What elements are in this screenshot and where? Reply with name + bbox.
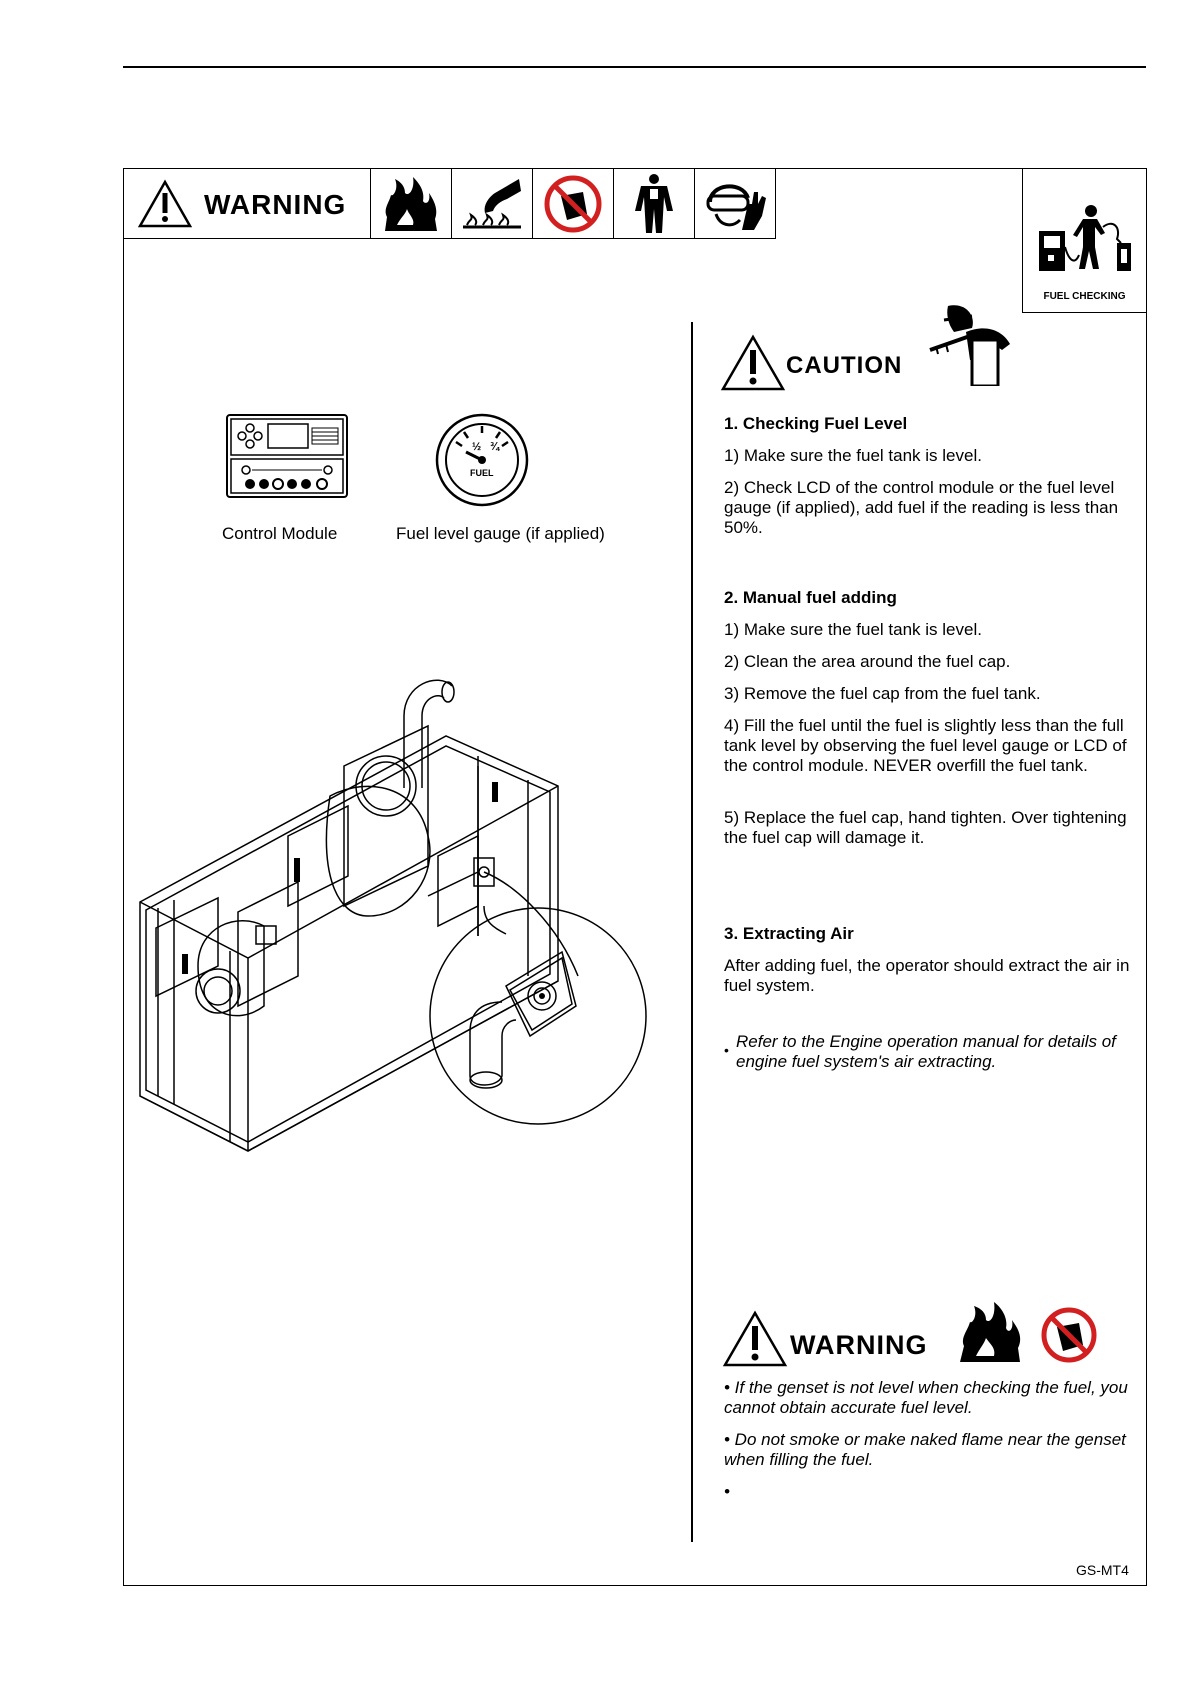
svg-text:¾: ¾	[490, 441, 500, 453]
bottom-warning-item-3: •	[724, 1482, 730, 1501]
svg-text:FUEL: FUEL	[470, 468, 494, 478]
svg-text:½: ½	[472, 441, 482, 453]
section-2-step-2: 2) Clean the area around the fuel cap.	[724, 652, 1011, 671]
protective-suit-icon	[614, 169, 695, 239]
section-1-title: 1. Checking Fuel Level	[724, 414, 908, 433]
warning-triangle-icon	[138, 179, 192, 229]
control-module-drawing	[226, 414, 348, 498]
section-2-title: 2. Manual fuel adding	[724, 588, 897, 607]
section-2-step-3: 3) Remove the fuel cap from the fuel tank.	[724, 684, 1041, 703]
fuel-pump-person-icon	[1037, 203, 1133, 273]
control-module-caption: Control Module	[222, 524, 338, 543]
goggles-gloves-icon	[695, 169, 776, 239]
bottom-warning-item-2: • Do not smoke or make naked flame near the genset when filling the fuel.	[724, 1430, 1126, 1469]
engine-manual-note: Refer to the Engine operation manual for details of engine fuel system's air extracting.	[736, 1032, 1116, 1071]
column-divider	[691, 322, 693, 1542]
warning-header	[124, 169, 371, 239]
fuel-checking-badge	[1022, 169, 1146, 313]
warning-label: WARNING	[204, 189, 347, 220]
hot-surface-icon	[452, 169, 533, 239]
warning-triangle-icon-bottom	[722, 1310, 788, 1368]
genset-drawing	[138, 676, 684, 1216]
section-3-step-1: After adding fuel, the operator should extract the air in fuel system.	[724, 956, 1130, 995]
caution-triangle-icon	[720, 334, 786, 392]
section-2-step-5: 5) Replace the fuel cap, hand tighten. Over tightening the fuel cap will damage it.	[724, 808, 1127, 847]
section-3-title: 3. Extracting Air	[724, 924, 854, 943]
fuel-handling-worker-icon	[926, 302, 1016, 386]
page-code: GS-MT4	[1076, 1562, 1129, 1578]
fuel-checking-label: FUEL CHECKING	[1043, 291, 1126, 302]
section-1-step-1: 1) Make sure the fuel tank is level.	[724, 446, 982, 465]
section-2-step-4: 4) Fill the fuel until the fuel is slightly less than the full tank level by observing the fuel level gauge or LCD of the control module. NEVER overfill the fuel tank.	[724, 716, 1127, 775]
section-1-step-2: 2) Check LCD of the control module or the fuel level gauge (if applied), add fuel if the reading is less than 50%.	[724, 478, 1119, 537]
section-2-step-1: 1) Make sure the fuel tank is level.	[724, 620, 982, 639]
caution-label: CAUTION	[786, 352, 903, 379]
no-spill-icon	[533, 169, 614, 239]
top-rule	[123, 66, 1146, 68]
fuel-gauge-caption: Fuel level gauge (if applied)	[396, 524, 605, 543]
fire-icon-bottom	[956, 1300, 1026, 1364]
fuel-gauge-drawing	[434, 412, 530, 508]
bottom-warning-item-1: • If the genset is not level when checking the fuel, you cannot obtain accurate fuel level.	[724, 1378, 1128, 1417]
bottom-warning-label: WARNING	[790, 1330, 928, 1360]
no-spill-icon-bottom	[1040, 1306, 1098, 1364]
fire-icon	[371, 169, 452, 239]
note-bullet: •	[724, 1042, 729, 1058]
